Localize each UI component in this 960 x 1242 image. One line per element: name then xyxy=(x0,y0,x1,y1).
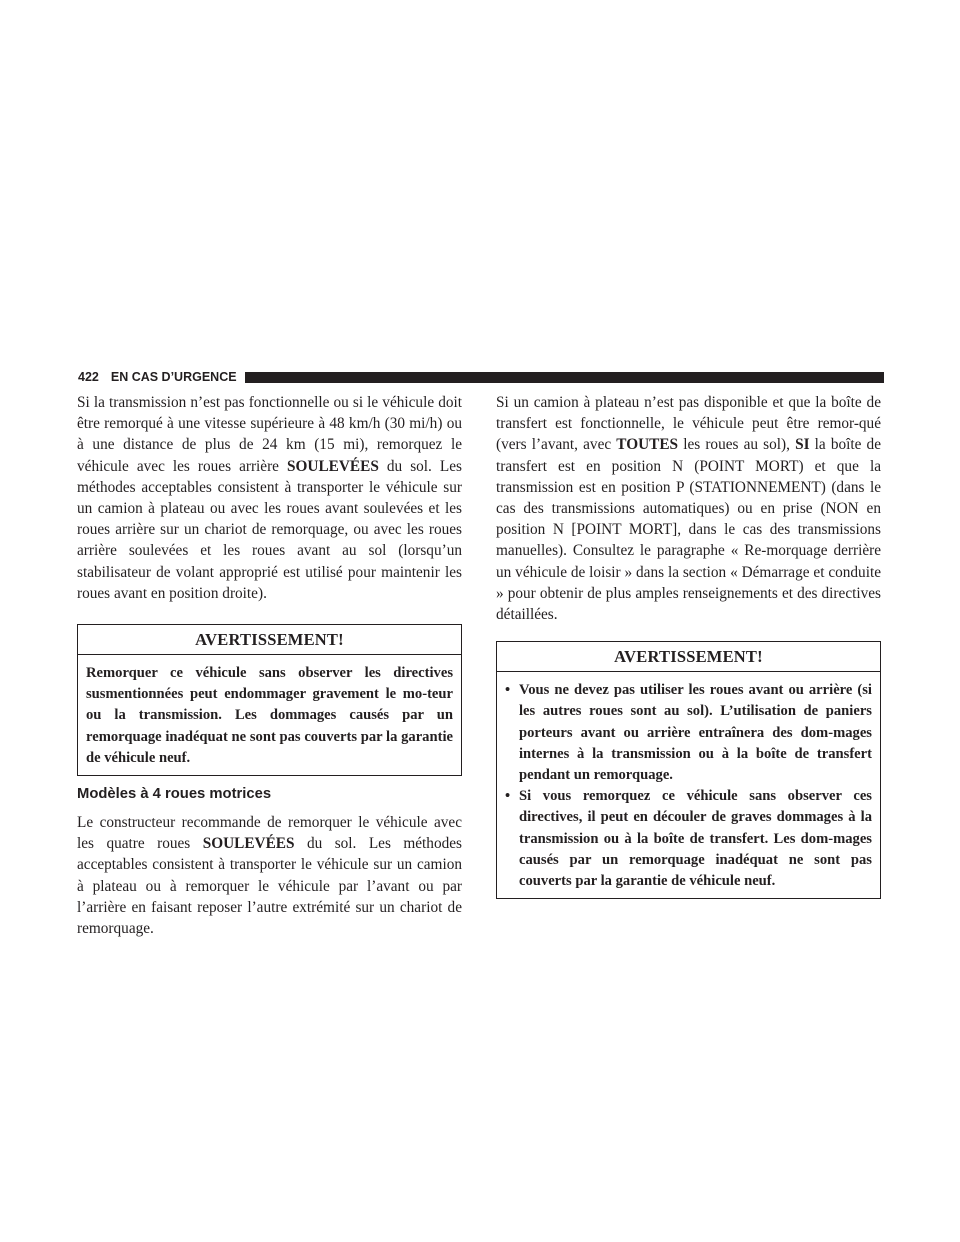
warning-box xyxy=(496,641,881,899)
section-title: EN CAS D’URGENCE xyxy=(110,370,237,384)
warning-title: AVERTISSEMENT! xyxy=(497,642,880,672)
emphasis-text: SOULEVÉES xyxy=(202,835,295,853)
warning-text: Remorquer ce véhicule sans observer les directives susmentionnées peut endommager gravement le mo-teur ou la transmission. Les dommages causés par un remorquage inadéquat ne sont pas couverts par la garantie de véhicule neuf. xyxy=(86,665,453,766)
4wd-paragraph xyxy=(77,812,462,939)
text-run: du sol. Les méthodes acceptables consistent à transporter le véhicule sur un camion à plateau ou avec les roues avant soulevées et les roues arrière sur un chariot de remorquage, ou avec les roues arrière soulevées et les roues avant au sol (lorsqu’un stabilisateur de volant approprié est utilisé pour maintenir les roues avant en position droite). xyxy=(77,457,462,602)
header-rule xyxy=(245,372,884,383)
subheading-4wd: Modèles à 4 roues motrices xyxy=(77,786,272,803)
towing-paragraph xyxy=(77,392,462,604)
list-item xyxy=(505,786,872,892)
flat-tow-paragraph xyxy=(496,392,881,625)
text-run: Le constructeur recommande de remorquer le véhicule avec les quatre roues xyxy=(77,814,462,853)
page-header xyxy=(78,370,884,384)
text-run: la boîte de transfert est en position N (POINT MORT) et que la transmission est en position P (STATIONNEMENT) (dans le cas des transmissions automatiques) ou en prise (NON en position N [POINT MORT], dans le cas des transmissions manuelles). Consultez le paragraphe « Re-morquage derrière un véhicule de loisir » dans la section « Démarrage et conduite » pour obtenir de plus amples renseignements et des directives détaillées. xyxy=(496,436,881,624)
left-column xyxy=(77,392,462,939)
text-run: Si la transmission n’est pas fonctionnelle ou si le véhicule doit être remorqué à une vitesse supérieure à 48 km/h (30 mi/h) ou à une distance de plus de 24 km (15 mi), remorquez le véhicule avec les roues arrière xyxy=(77,394,462,475)
bullet-icon: • xyxy=(505,682,511,699)
warning-box xyxy=(77,624,462,776)
right-column xyxy=(496,392,881,899)
warning-list xyxy=(505,680,872,892)
emphasis-text: SOULEVÉES xyxy=(287,457,379,475)
page-number: 422 xyxy=(78,370,99,384)
warning-title: AVERTISSEMENT! xyxy=(78,625,461,655)
text-run: Si un camion à plateau n’est pas disponible et que la boîte de transfert est fonctionnelle, le véhicule peut être remor-qué (vers l’avant, avec xyxy=(496,394,881,454)
text-run: les roues au sol), xyxy=(678,436,796,454)
list-item xyxy=(505,680,872,786)
emphasis-text: TOUTES xyxy=(616,436,679,454)
warning-list-body xyxy=(497,672,880,898)
text-run: du sol. Les méthodes acceptables consistent à transporter le véhicule sur un camion à plateau ou à remorquer le véhicule par l’avant ou par l’arrière en faisant reposer l’autre extrémité sur un chariot de remorquage. xyxy=(77,835,462,938)
list-item-text: Si vous remorquez ce véhicule sans observer ces directives, il peut en découler de graves dommages à la transmission ou à la boîte de transfert. Les dom-mages causés par un remorquage inadéquat ne sont pas couverts par la garantie de véhicule neuf. xyxy=(519,788,872,890)
bullet-icon: • xyxy=(505,788,511,805)
list-item-text: Vous ne devez pas utiliser les roues avant ou arrière (si les autres roues sont au sol). L’utilisation de paniers porteurs avant ou arrière entraînera des dom-mages internes à la transmission ou à la boîte de transfert pendant un remorquage. xyxy=(519,682,872,784)
emphasis-text: SI xyxy=(795,436,810,454)
